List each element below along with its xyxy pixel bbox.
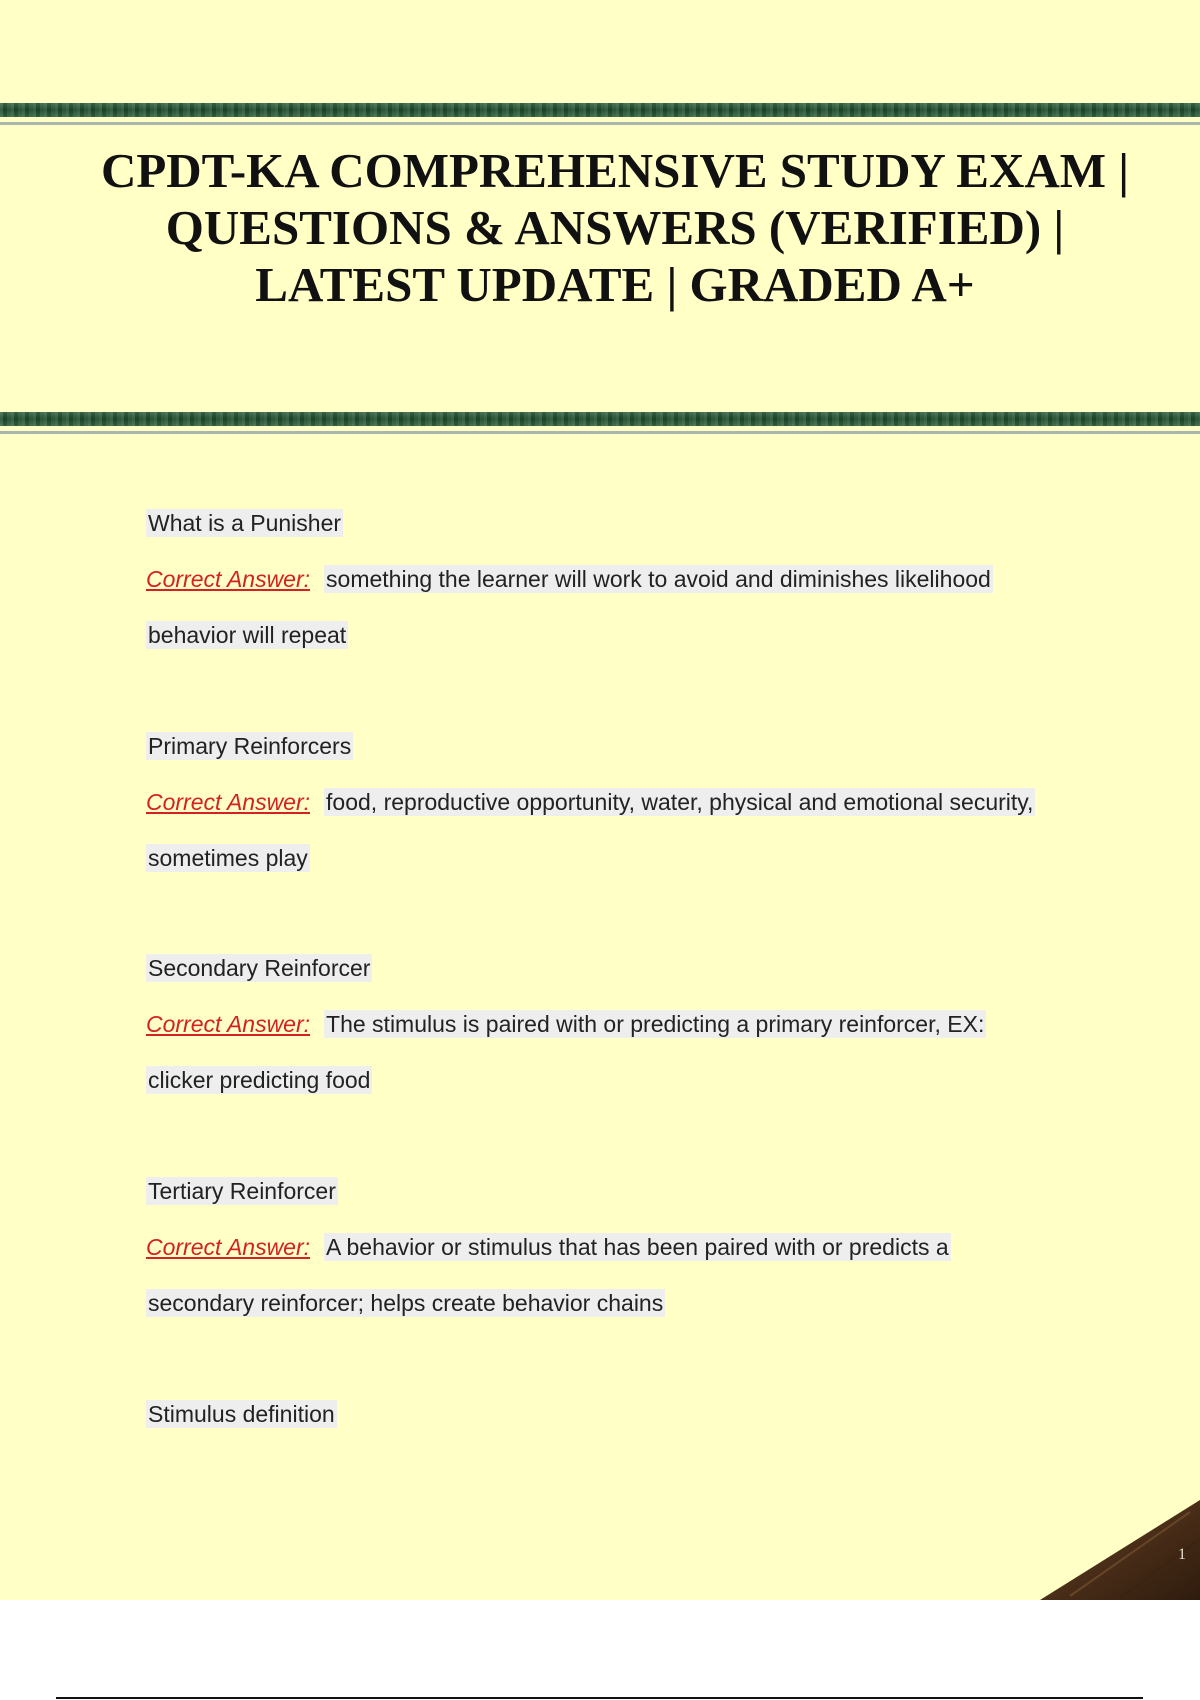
qa-item-4 bbox=[146, 1176, 1126, 1318]
answer-text: something the learner will work to avoid and diminishes likelihood bbox=[326, 566, 991, 592]
document-title: CPDT-KA COMPREHENSIVE STUDY EXAM | QUESTIONS & ANSWERS (VERIFIED) | LATEST UPDATE | GRADED A+ bbox=[100, 143, 1130, 312]
correct-answer-label: Correct Answer: bbox=[146, 566, 311, 592]
title-bottom-band bbox=[0, 412, 1200, 426]
answer-text-continued: secondary reinforcer; helps create behavior chains bbox=[148, 1290, 664, 1316]
answer-text: A behavior or stimulus that has been paired with or predicts a bbox=[326, 1234, 949, 1260]
qa-item-1 bbox=[146, 508, 1126, 650]
page-number: 1 bbox=[1178, 1546, 1186, 1563]
question-text: What is a Punisher bbox=[148, 510, 342, 536]
answer-text-continued: sometimes play bbox=[148, 845, 308, 871]
page-corner-decoration bbox=[1040, 1500, 1200, 1600]
answer-text: The stimulus is paired with or predicting a primary reinforcer, EX: bbox=[326, 1011, 985, 1037]
footer-divider bbox=[56, 1697, 1143, 1699]
answer-text-continued: behavior will repeat bbox=[148, 622, 347, 648]
qa-item-2 bbox=[146, 731, 1126, 873]
question-text: Primary Reinforcers bbox=[148, 733, 352, 759]
title-bottom-rule bbox=[0, 431, 1200, 434]
correct-answer-label: Correct Answer: bbox=[146, 789, 311, 815]
question-text: Stimulus definition bbox=[148, 1401, 335, 1427]
title-top-band bbox=[0, 103, 1200, 117]
correct-answer-label: Correct Answer: bbox=[146, 1011, 311, 1037]
title-top-rule bbox=[0, 122, 1200, 125]
correct-answer-label: Correct Answer: bbox=[146, 1234, 311, 1260]
answer-text: food, reproductive opportunity, water, physical and emotional security, bbox=[326, 789, 1034, 815]
qa-item-5 bbox=[146, 1399, 1126, 1429]
question-text: Tertiary Reinforcer bbox=[148, 1178, 336, 1204]
answer-text-continued: clicker predicting food bbox=[148, 1067, 371, 1093]
qa-item-3 bbox=[146, 953, 1126, 1095]
question-text: Secondary Reinforcer bbox=[148, 955, 371, 981]
